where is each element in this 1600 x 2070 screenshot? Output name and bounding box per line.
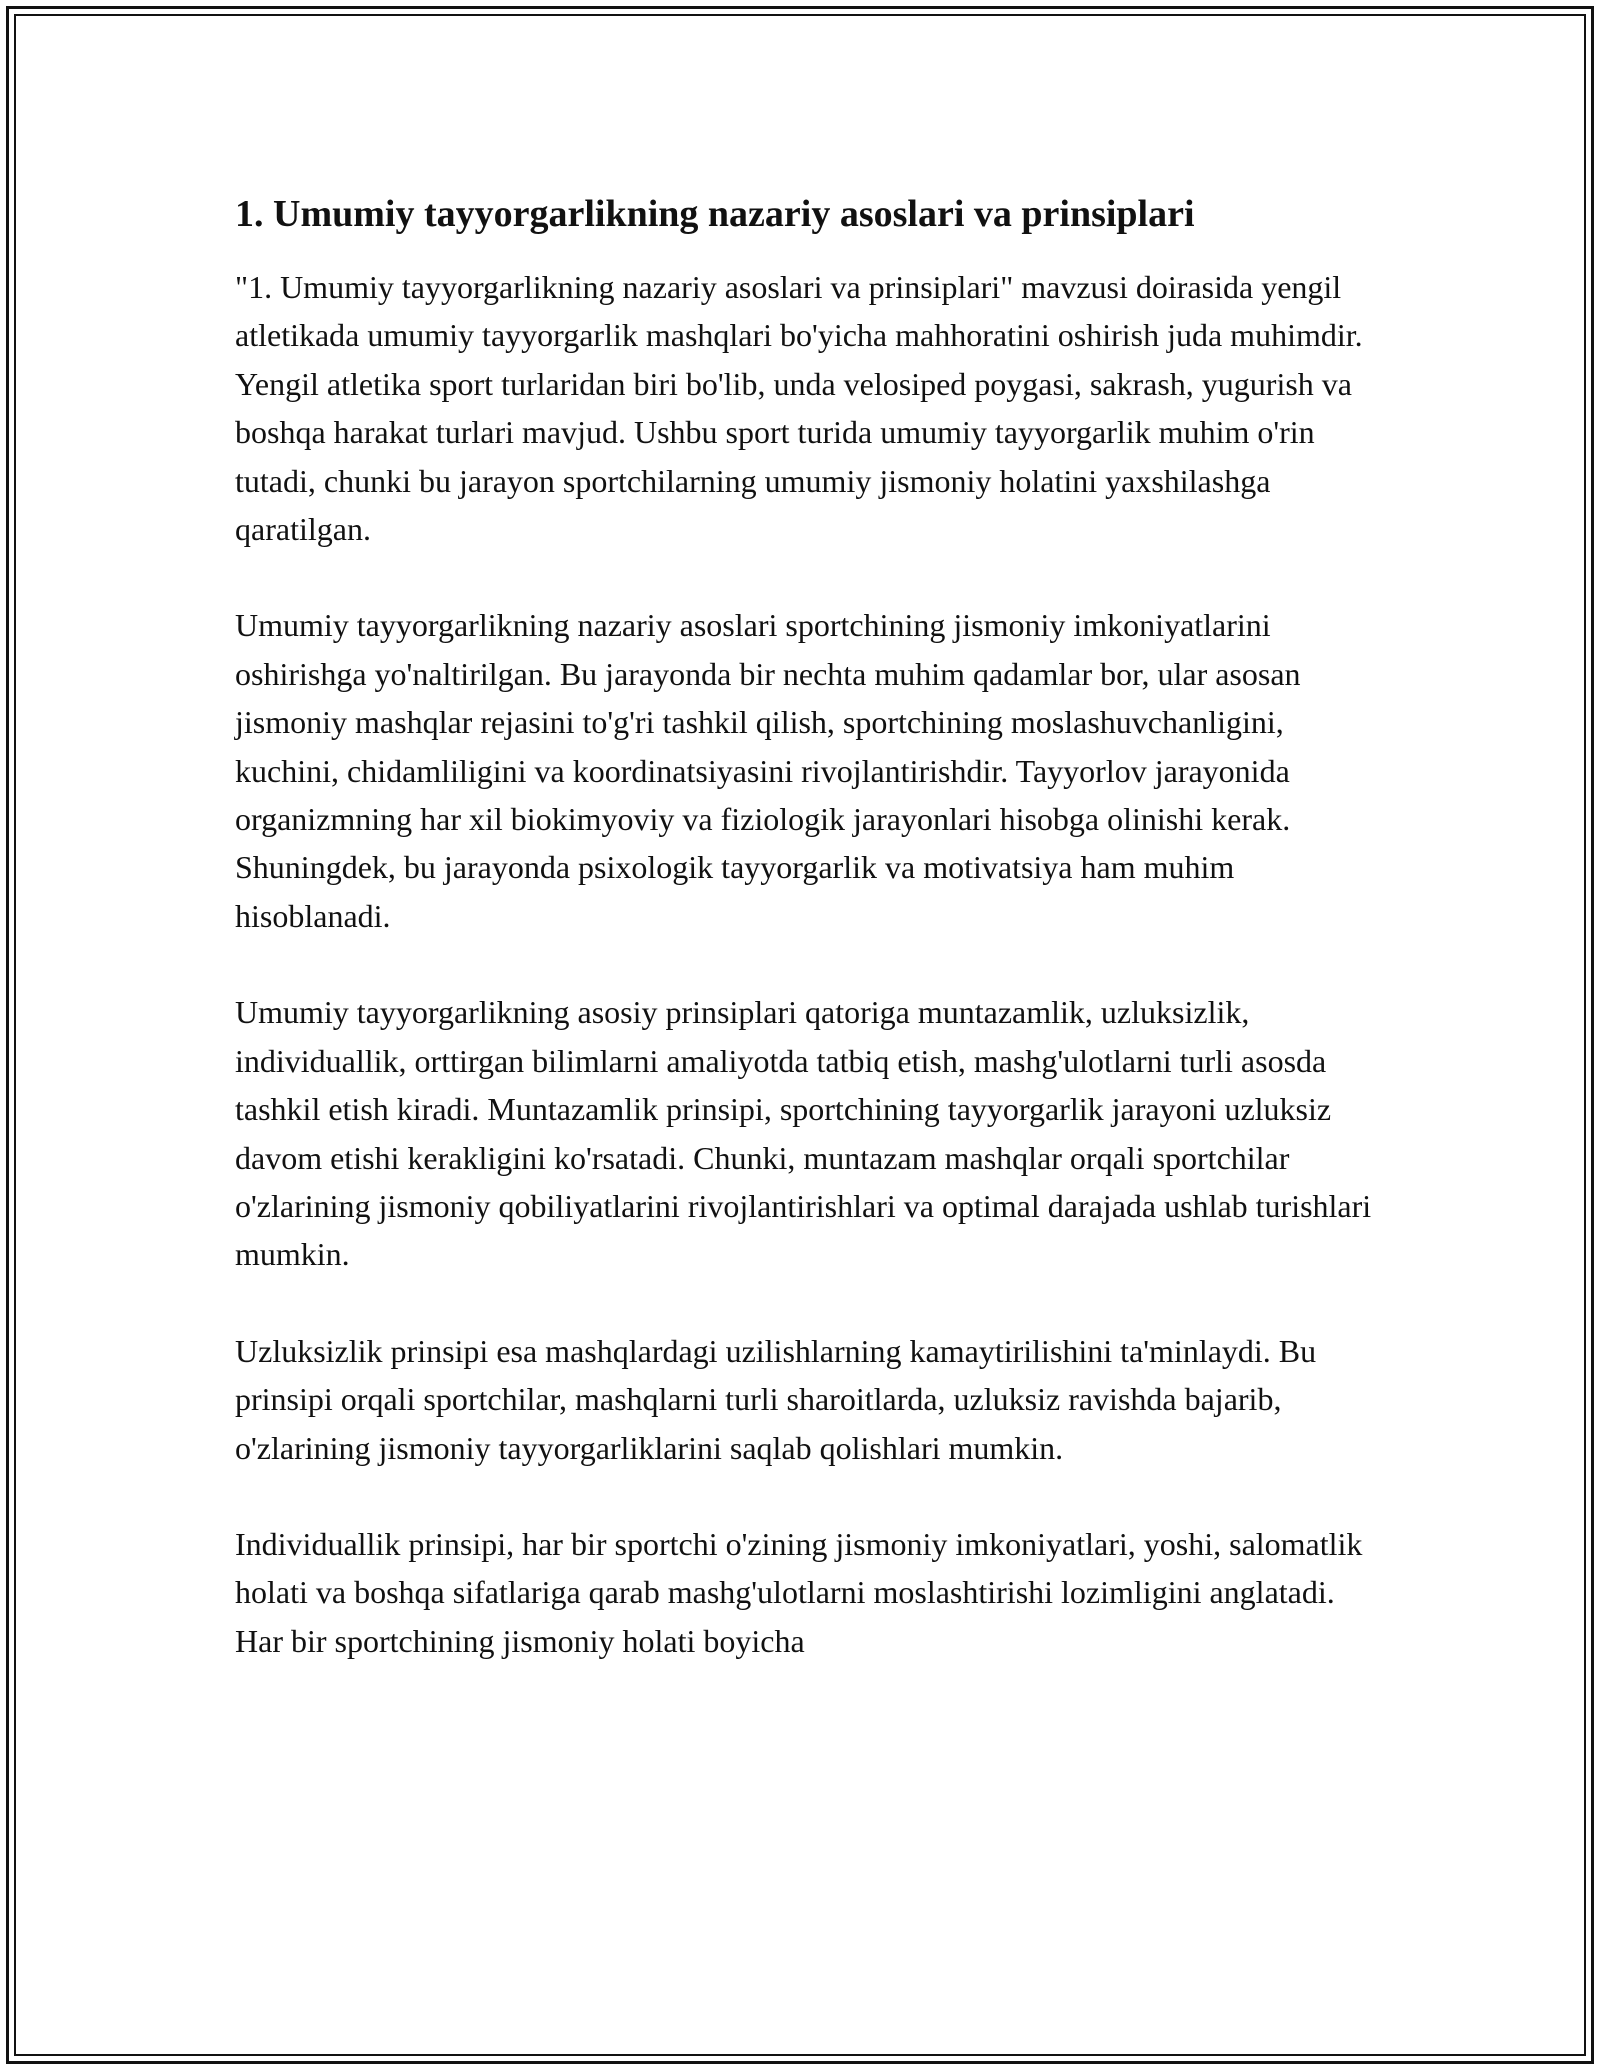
paragraph-4: Uzluksizlik prinsipi esa mashqlardagi uzilishlarning kamaytirilishini ta'minlaydi. Bu prinsipi orqali sportchilar, mashqlarni turli sharoitlarda, uzluksiz ravishda bajarib, o'zlarining jismoniy tayyorgarliklarini saqlab qolishlari mumkin. bbox=[235, 1332, 1317, 1466]
document-body bbox=[235, 183, 1385, 1713]
paragraph-2: Umumiy tayyorgarlikning nazariy asoslari sportchining jismoniy imkoniyatlarini oshirishga yo'naltirilgan. Bu jarayonda bir nechta muhim qadamlar bor, ular asosan jismoniy mashqlar rejasini to'g'ri tashkil qilish, sportchining moslashuvchanligini, kuchini, chidamliligini va koordinatsiyasini rivojlantirishdir. Tayyorlov jarayonida organizmning har xil biokimyoviy va fiziologik jarayonlari hisobga olinishi kerak. Shuningdek, bu jarayonda psixologik tayyorgarlik va motivatsiya ham muhim hisoblanadi. bbox=[235, 607, 1301, 934]
paragraph-1: "1. Umumiy tayyorgarlikning nazariy asoslari va prinsiplari" mavzusi doirasida yengil atletikada umumiy tayyorgarlik mashqlari bo'yicha mahhoratini oshirish juda muhimdir. Yengil atletika sport turlaridan biri bo'lib, unda velosiped poygasi, sakrash, yugurish va boshqa harakat turlari mavjud. Ushbu sport turida umumiy tayyorgarlik muhim o'rin tutadi, chunki bu jarayon sportchilarning umumiy jismoniy holatini yaxshilashga qaratilgan. bbox=[235, 269, 1363, 548]
paragraph-5: Individuallik prinsipi, har bir sportchi o'zining jismoniy imkoniyatlari, yoshi, salomatlik holati va boshqa sifatlariga qarab mashg'ulotlarni moslashtirishi lozimligini anglatadi. Har bir sportchining jismoniy holati boyicha bbox=[235, 1525, 1363, 1659]
section-title: 1. Umumiy tayyorgarlikning nazariy asoslari va prinsiplari bbox=[235, 193, 1195, 235]
paragraph-3: Umumiy tayyorgarlikning asosiy prinsiplari qatoriga muntazamlik, uzluksizlik, individuallik, orttirgan bilimlarni amaliyotda tatbiq etish, mashg'ulotlarni turli asosda tashkil etish kiradi. Muntazamlik prinsipi, sportchining tayyorgarlik jarayoni uzluksiz davom etishi kerakligini ko'rsatadi. Chunki, muntazam mashqlar orqali sportchilar o'zlarining jismoniy qobiliyatlarini rivojlantirishlari va optimal darajada ushlab turishlari mumkin. bbox=[235, 994, 1372, 1273]
